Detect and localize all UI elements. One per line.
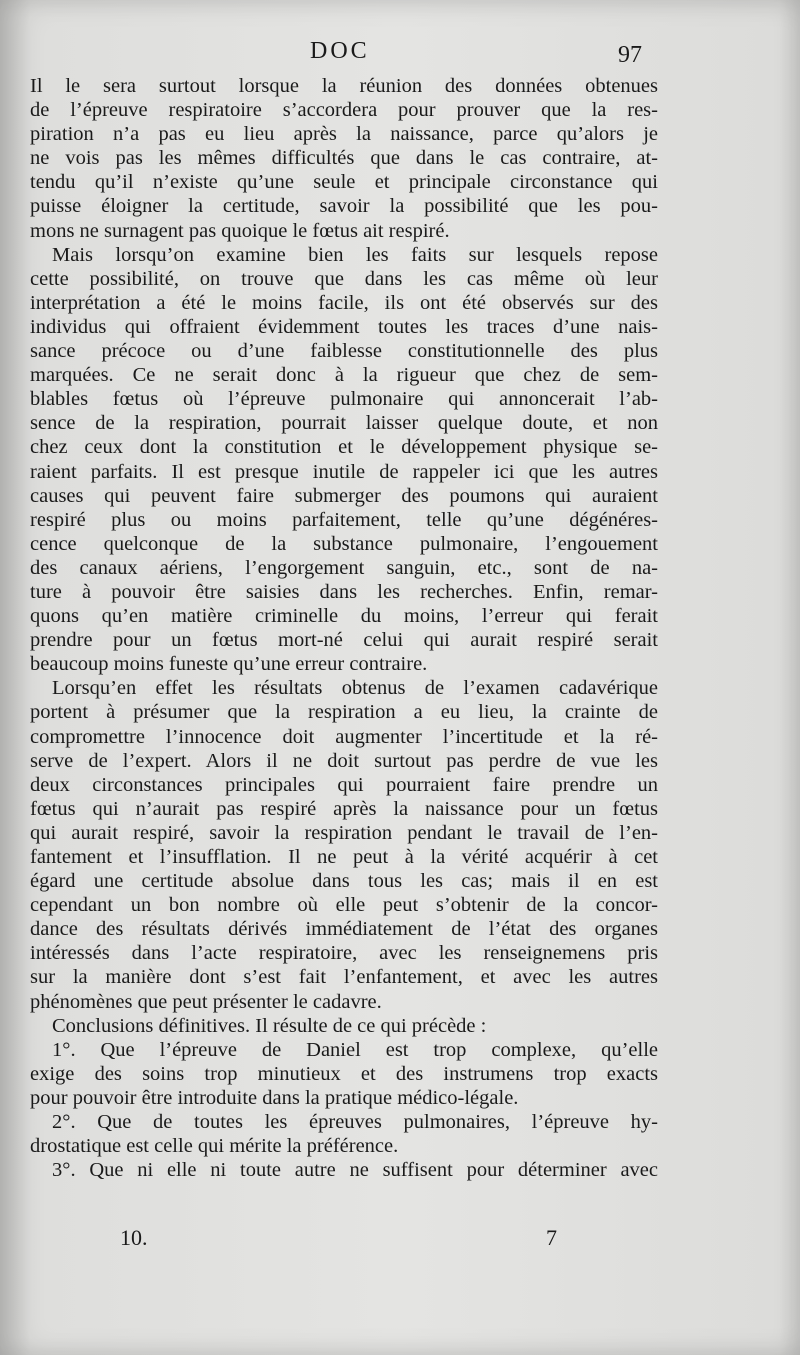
sheet-number: 7 [546, 1225, 557, 1250]
text-line: 2°. Que de toutes les épreuves pulmonaires, l’épreuve hy- [52, 1111, 658, 1134]
text-line: des canaux aériens, l’engorgement sanguin, etc., sont de na- [30, 556, 658, 579]
text-line: Mais lorsqu’on examine bien les faits sur lesquels repose [52, 243, 658, 266]
text-line: pour pouvoir être introduite dans la pratique médico-légale. [30, 1086, 519, 1109]
text-line: serve de l’expert. Alors il ne doit surtout pas perdre de vue les [30, 749, 658, 772]
text-line: cence quelconque de la substance pulmonaire, l’engouement [30, 532, 658, 555]
text-line: compromettre l’innocence doit augmenter l’incertitude et la ré- [30, 725, 658, 748]
text-line: cette possibilité, on trouve que dans les cas même où leur [30, 267, 658, 290]
text-line: phénomènes que peut présenter le cadavre. [30, 990, 382, 1013]
text-line: qui aurait respiré, savoir la respiration pendant le travail de l’en- [30, 821, 658, 844]
text-line: 3°. Que ni elle ni toute autre ne suffisent pour déterminer avec [52, 1159, 658, 1182]
text-line: de l’épreuve respiratoire s’accordera pour prouver que la res- [30, 99, 658, 122]
body-text [30, 74, 658, 1182]
text-line: égard une certitude absolue dans tous les cas; mais il en est [30, 870, 658, 893]
text-line: raient parfaits. Il est presque inutile de rappeler ici que les autres [30, 460, 658, 483]
text-line: tendu qu’il n’existe qu’une seule et principale circonstance qui [30, 171, 658, 194]
text-line: marquées. Ce ne serait donc à la rigueur que chez de sem- [30, 364, 658, 387]
text-line: chez ceux dont la constitution et le développement physique se- [30, 436, 658, 459]
text-line: mons ne surnagent pas quoique le fœtus ait respiré. [30, 219, 450, 242]
text-line: puisse éloigner la certitude, savoir la possibilité que les pou- [30, 195, 658, 218]
text-line: dance des résultats dérivés immédiatement de l’état des organes [30, 918, 658, 941]
text-line: deux circonstances principales qui pourraient faire prendre un [30, 773, 658, 796]
text-line: fœtus qui n’aurait pas respiré après la naissance pour un fœtus [30, 797, 658, 820]
page-footer [0, 1225, 800, 1255]
text-line: cependant un bon nombre où elle peut s’obtenir de la concor- [30, 894, 658, 917]
page-header [0, 38, 800, 78]
text-line: Il le sera surtout lorsque la réunion des données obtenues [30, 75, 658, 97]
text-line: drostatique est celle qui mérite la préférence. [30, 1135, 399, 1158]
text-line: ture à pouvoir être saisies dans les recherches. Enfin, remar- [30, 580, 658, 603]
text-line: blables fœtus où l’épreuve pulmonaire qui annoncerait l’ab- [30, 388, 658, 411]
page-number: 97 [618, 42, 642, 68]
text-line: Conclusions définitives. Il résulte de ce qui précède : [52, 1014, 487, 1037]
signature-mark: 10. [120, 1225, 148, 1250]
text-line: sence de la respiration, pourrait laisser quelque doute, et non [30, 412, 658, 435]
text-line: prendre pour un fœtus mort-né celui qui aurait respiré serait [30, 629, 658, 652]
text-line: portent à présumer que la respiration a eu lieu, la crainte de [30, 701, 658, 724]
text-line: Lorsqu’en effet les résultats obtenus de l’examen cadavérique [52, 677, 658, 700]
text-line: fantement et l’insufflation. Il ne peut à la vérité acquérir à cet [30, 846, 658, 868]
text-line: sance précoce ou d’une faiblesse constitutionnelle des plus [30, 340, 658, 363]
text-line: interprétation a été le moins facile, ils ont été observés sur des [30, 291, 658, 314]
text-line: piration n’a pas eu lieu après la naissance, parce qu’alors je [30, 123, 658, 146]
running-head: DOC [310, 38, 370, 64]
text-line: beaucoup moins funeste qu’une erreur contraire. [30, 653, 428, 676]
text-line: 1°. Que l’épreuve de Daniel est trop complexe, qu’elle [52, 1038, 658, 1061]
text-line: quons qu’en matière criminelle du moins, l’erreur qui ferait [30, 605, 658, 628]
text-line: individus qui offraient évidemment toutes les traces d’une nais- [30, 315, 658, 338]
text-line: intéressés dans l’acte respiratoire, avec les renseignemens pris [30, 942, 658, 965]
text-line: sur la manière dont s’est fait l’enfantement, et avec les autres [30, 966, 658, 989]
text-line: respiré plus ou moins parfaitement, telle qu’une dégénéres- [30, 508, 658, 531]
text-line: ne vois pas les mêmes difficultés que dans le cas contraire, at- [30, 147, 658, 170]
text-line: causes qui peuvent faire submerger des poumons qui auraient [30, 484, 658, 507]
text-line: exige des soins trop minutieux et des instrumens trop exacts [30, 1062, 658, 1085]
